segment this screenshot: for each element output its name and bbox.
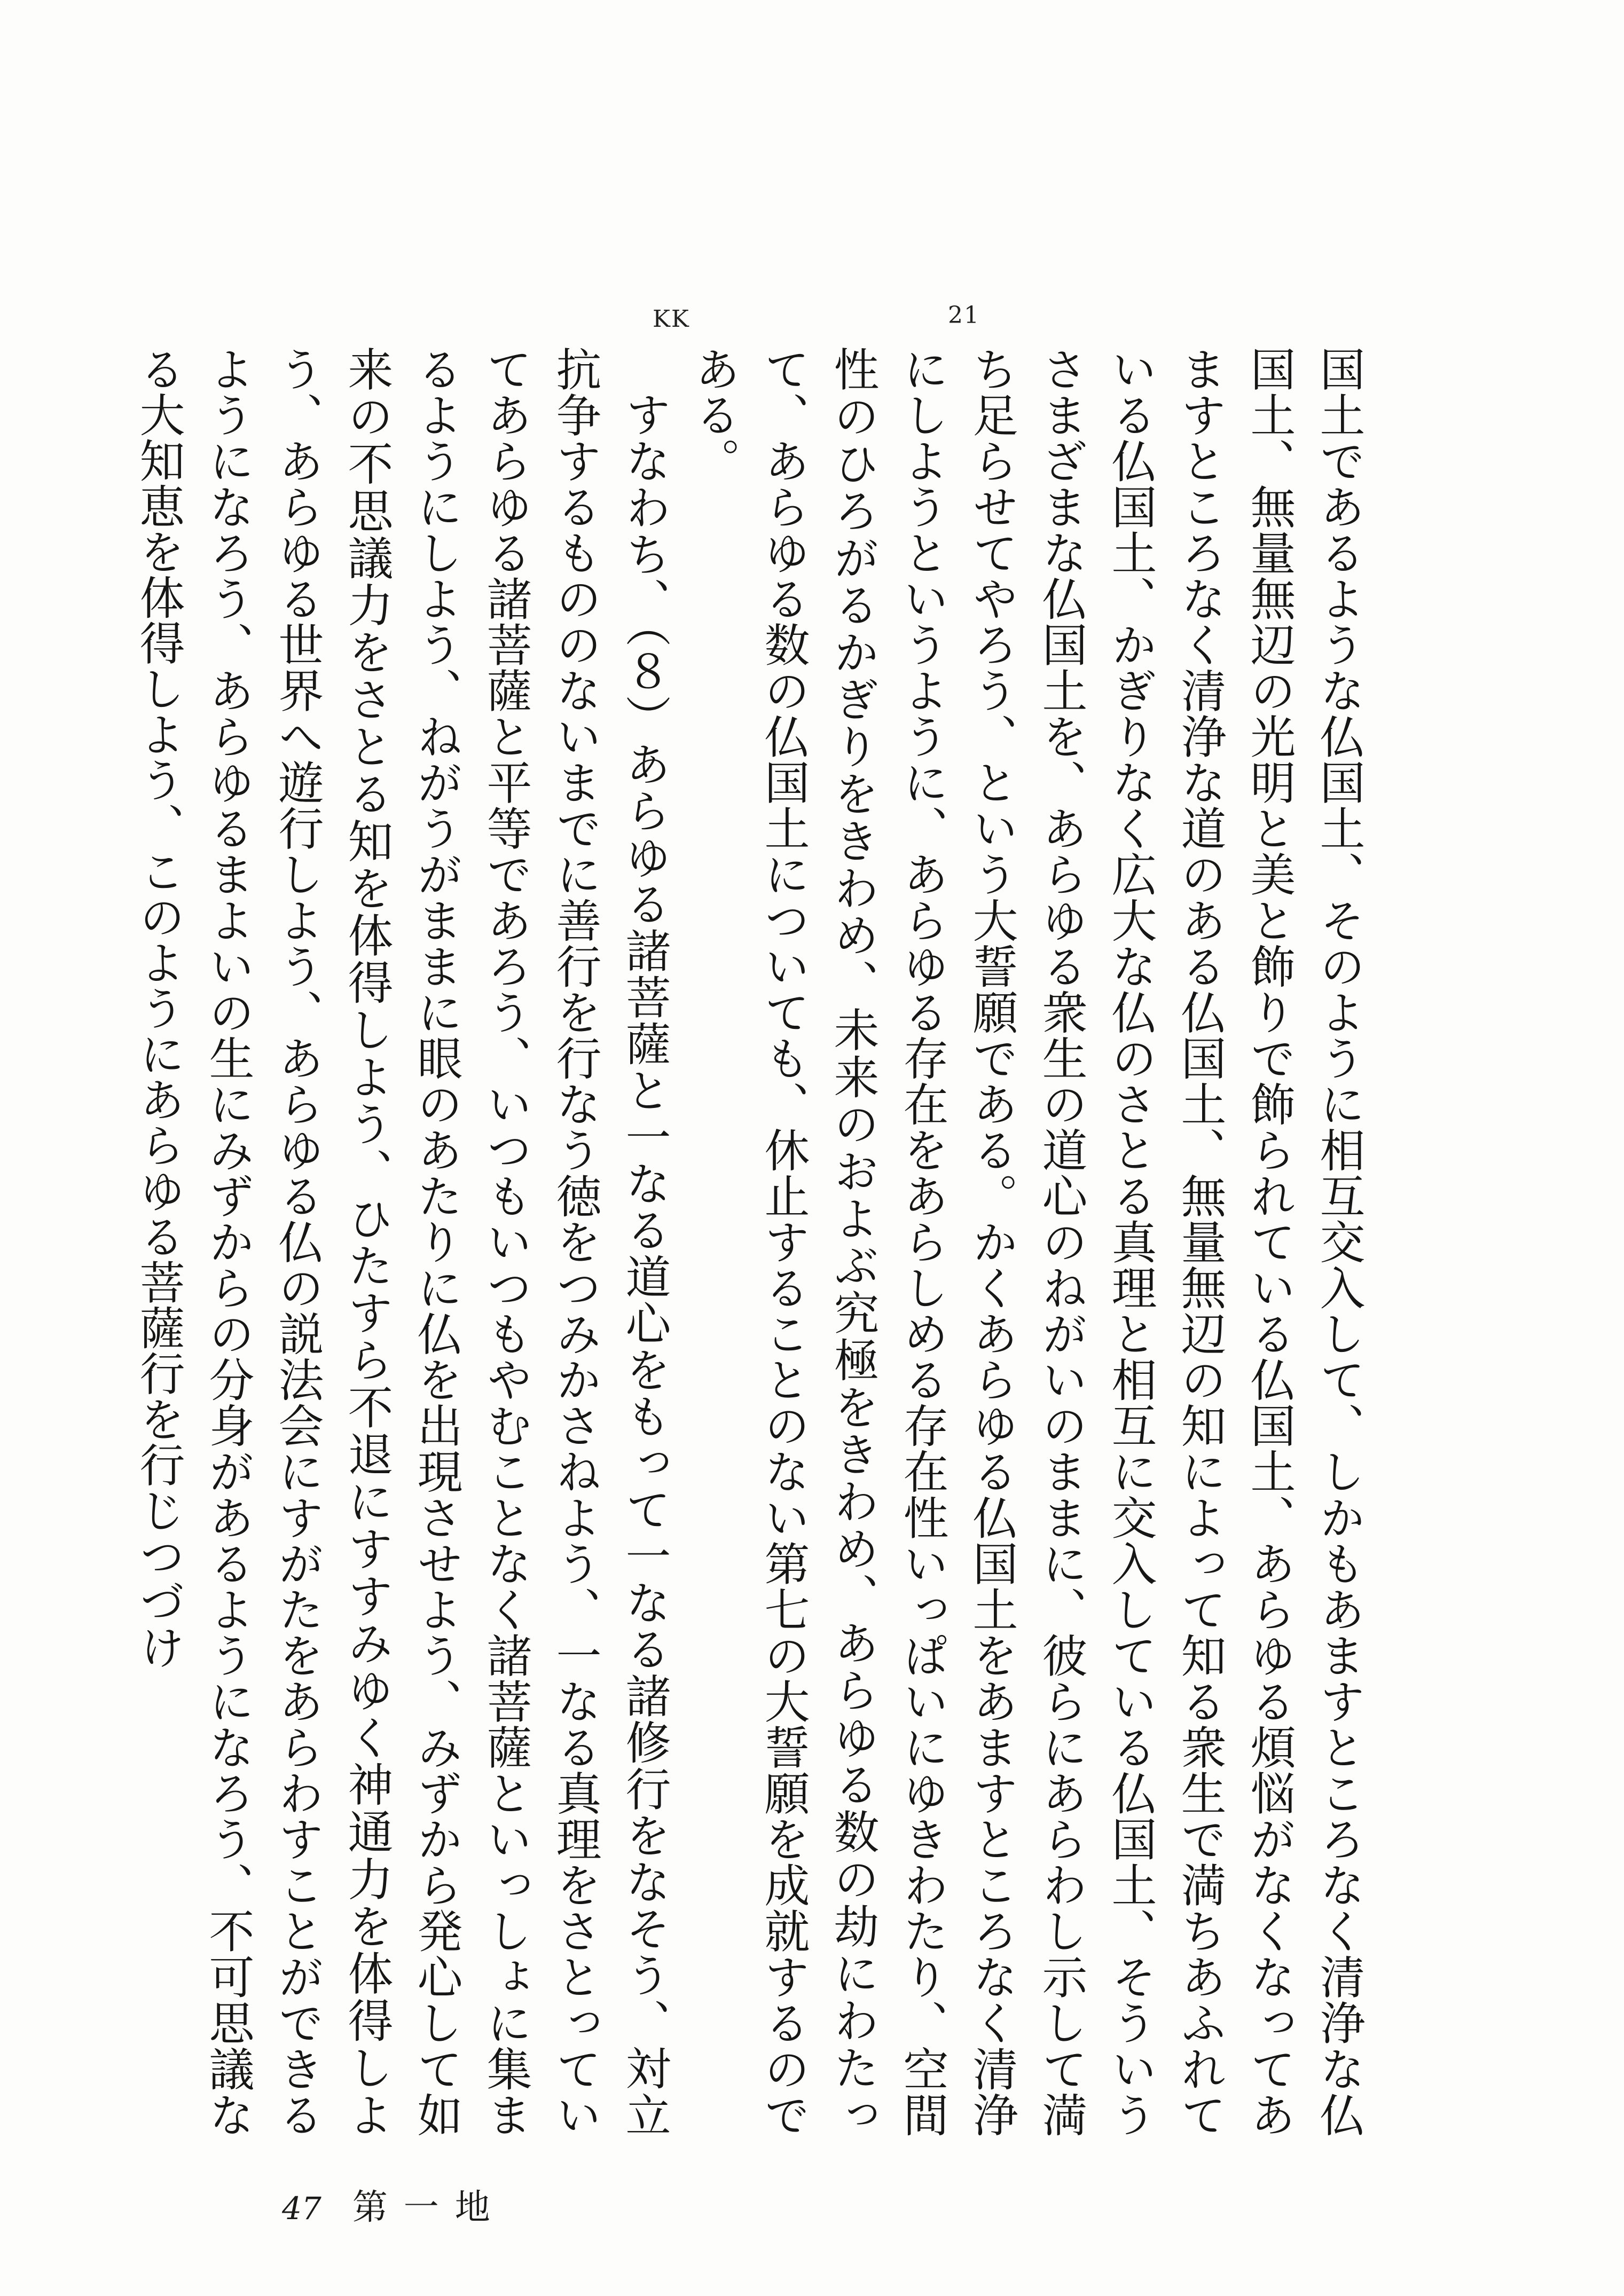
page-footer xyxy=(282,2179,506,2229)
page-number: 47 xyxy=(282,2190,321,2227)
vertical-body-text xyxy=(123,346,1373,2137)
margin-marker-kk: KK xyxy=(653,305,690,333)
paragraph-2: すなわち、（８）あらゆる諸菩薩と一なる道心をもって一なる諸修行をなそう、対立抗争するもののないまでに善行を行なう徳をつみかさねよう、一なる真理をさとっていてあらゆる諸菩薩と平等であろう、いつもいつもやむことなく諸菩薩といっしょに集まるようにしよう、ねがうがままに眼のあたりに仏を出現させよう、みずから発心して如来の不思議力をさとる知を体得しよう、ひたすら不退にすすみゆく神通力を体得しよう、あらゆる世界へ遊行しよう、あらゆる仏の説法会にすがたをあらわすことができるようになろう、あらゆるまよいの生にみずからの分身があるようになろう、不可思議なる大知恵を体得しよう、このようにあらゆる菩薩行を行じつづけ xyxy=(132,346,671,2138)
chapter-title: 第一地 xyxy=(352,2187,506,2228)
margin-marker-page-ref: 21 xyxy=(948,302,980,329)
paragraph-1: 国土であるような仏国土、そのように相互交入して、しかもあますところなく清浄な仏国土、無量無辺の光明と美と飾りで飾られている仏国土、あらゆる煩悩がなくなってあますところなく清浄な道のある仏国土、無量無辺の知によって知る衆生で満ちあふれている仏国土、かぎりなく広大な仏のさとる真理と相互に交入している仏国土、そういうさまざまな仏国土を、あらゆる衆生の道心のねがいのままに、彼らにあらわし示して満ち足らせてやろう、という大誓願である。かくあらゆる仏国土をあますところなく清浄にしようというように、あらゆる存在をあらしめる存在性いっぱいにゆきわたり、空間性のひろがるかぎりをきわめ、未来のおよぶ究極をきわめ、あらゆる数の劫にわたって、あらゆる数の仏国土についても、休止することのない第七の大誓願を成就するのである。 xyxy=(687,346,1365,2138)
